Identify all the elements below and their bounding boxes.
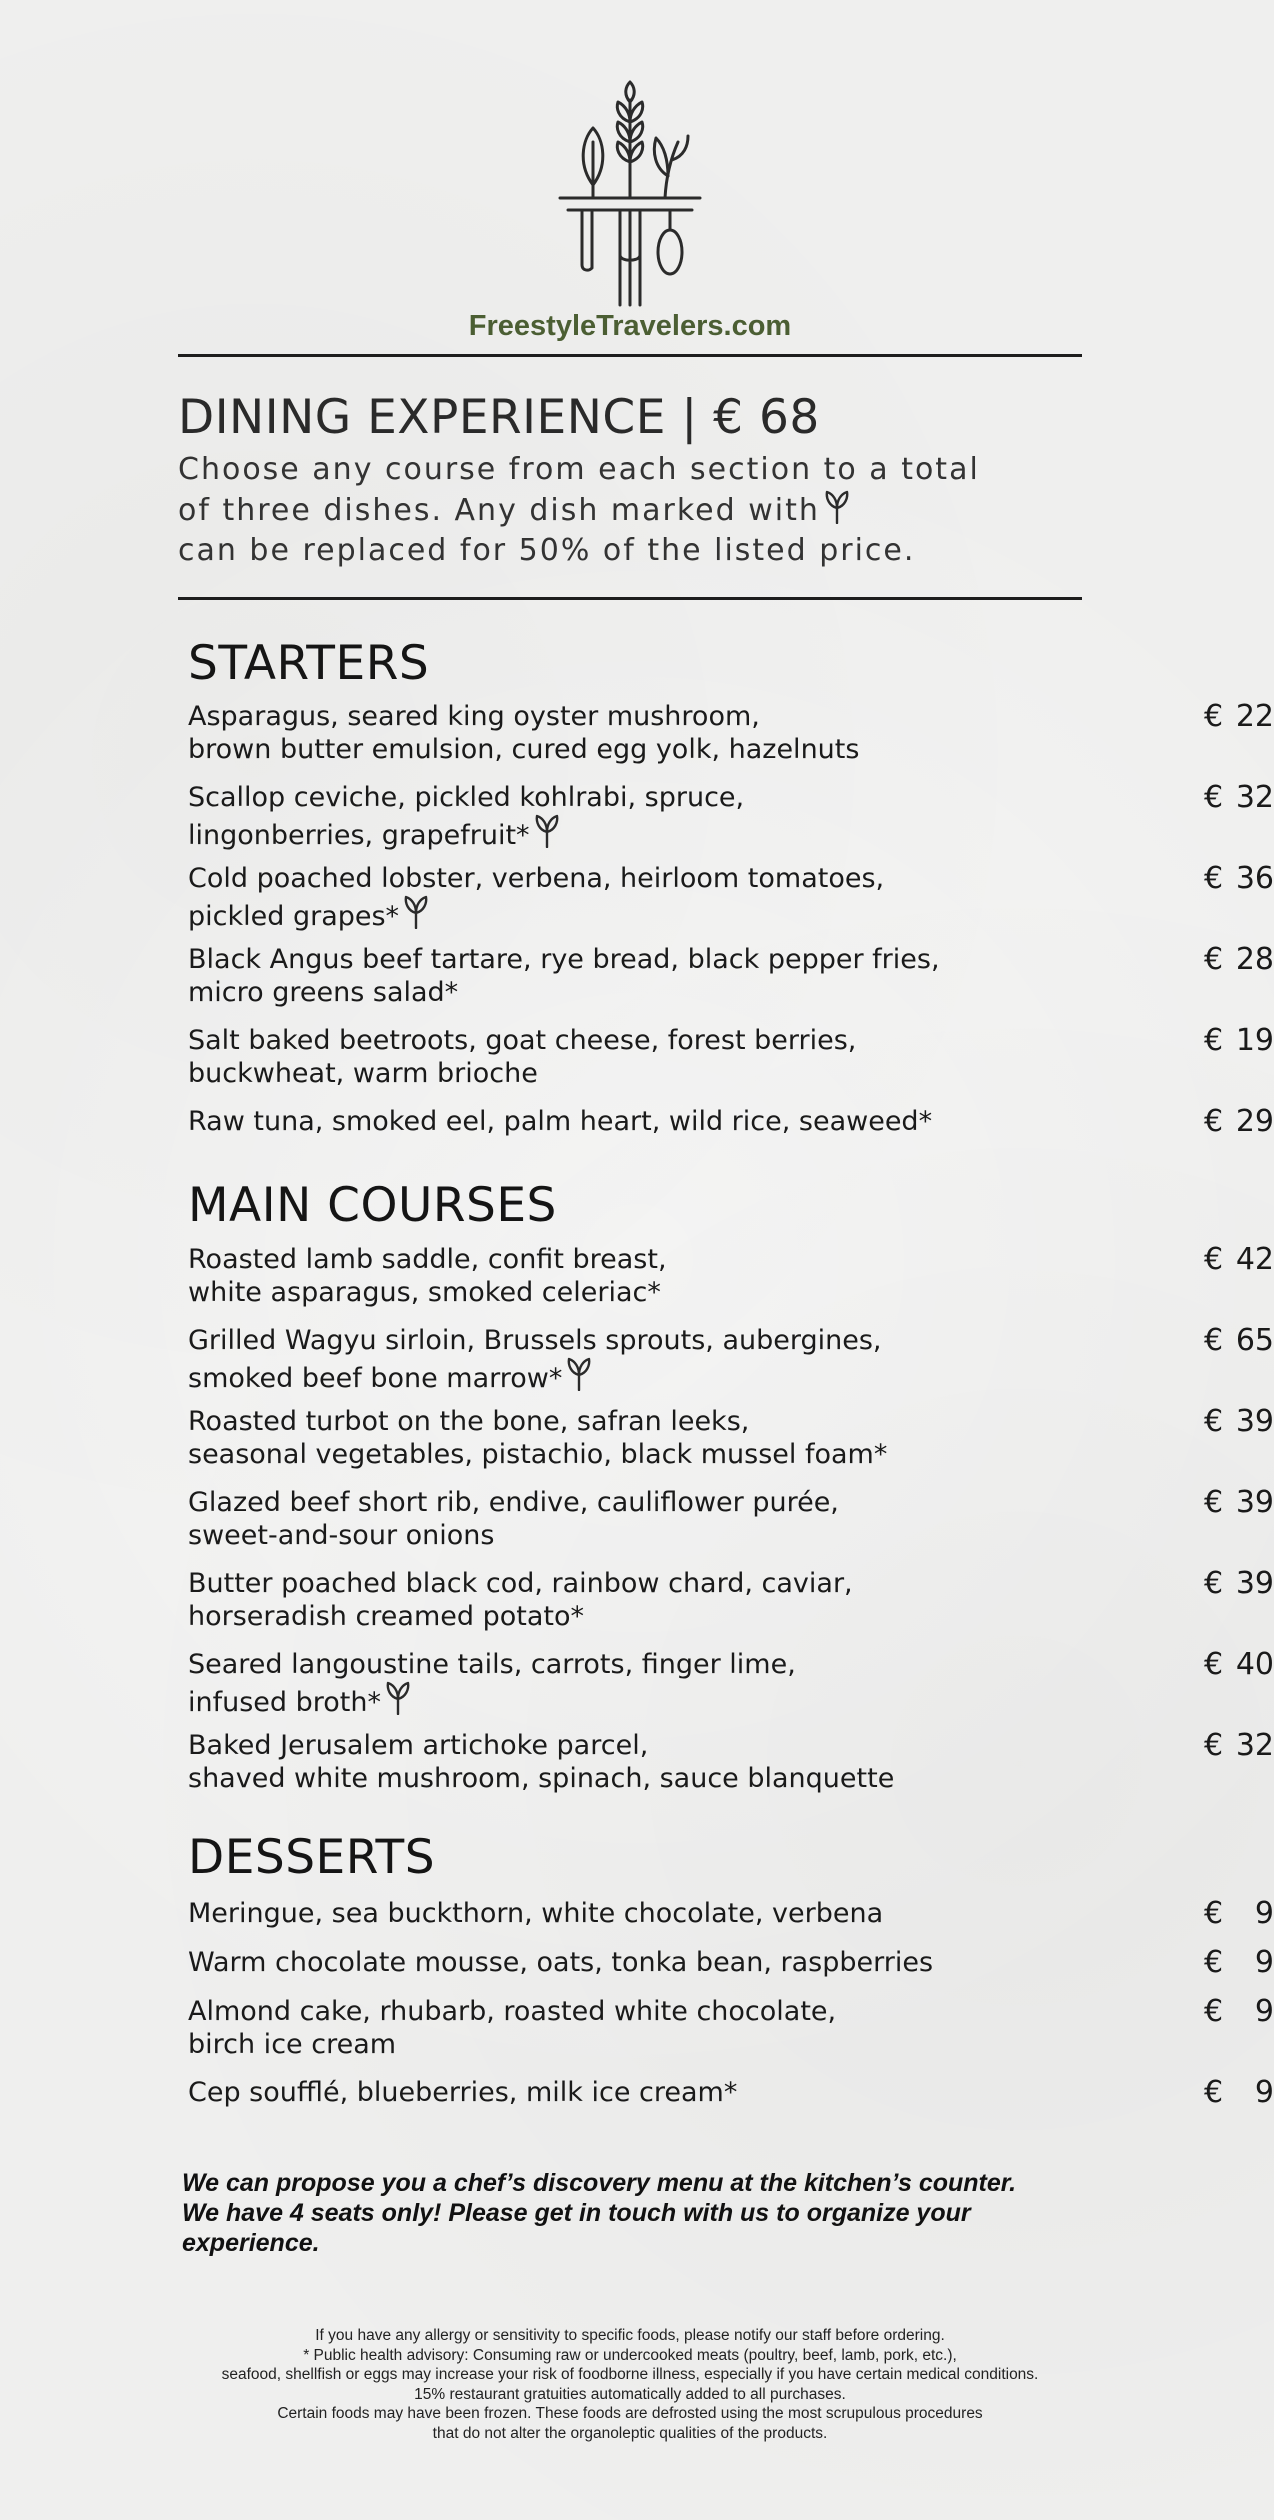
leaf-sprout-icon [824, 490, 850, 524]
menu-item [188, 1945, 1274, 1980]
fine-print-line: seafood, shellfish or eggs may increase your risk of foodborne illness, especially if you have certain medical conditions. [221, 2366, 1039, 2383]
top-divider [178, 354, 1082, 357]
currency-symbol: € [1204, 1945, 1224, 1980]
menu-item-description [188, 1567, 1008, 1633]
currency-symbol: € [1204, 699, 1224, 734]
menu-item-description [188, 1486, 1008, 1552]
menu-item-line: white asparagus, smoked celeriac* [188, 1277, 661, 1308]
price-amount: 22 [1235, 699, 1274, 734]
currency-symbol: € [1204, 1647, 1224, 1682]
site-name: FreestyleTravelers.com [468, 310, 792, 342]
menu-item [188, 1323, 1274, 1395]
menu-item-description [188, 1105, 1008, 1138]
cutlery-herbs-logo [560, 80, 700, 305]
menu-item-line: shaved white mushroom, spinach, sauce blanquette [188, 1763, 895, 1794]
price-amount: 9 [1254, 1896, 1274, 1931]
currency-symbol: € [1204, 1994, 1224, 2029]
menu-item-description [188, 1729, 1008, 1795]
menu-item-line: infused broth* [188, 1681, 1008, 1719]
currency-symbol: € [1204, 1404, 1224, 1439]
menu-item-description [188, 862, 1008, 933]
experience-line-1: Choose any course from each section to a total [178, 452, 980, 487]
currency-symbol: € [1204, 1896, 1224, 1931]
fine-print [0, 2326, 1260, 2443]
price-amount: 9 [1254, 1945, 1274, 1980]
currency-symbol: € [1204, 1323, 1224, 1358]
menu-item-line: horseradish creamed potato* [188, 1601, 584, 1632]
menu-item-line: Cep soufflé, blueberries, milk ice cream* [188, 2077, 738, 2108]
menu-item-description [188, 943, 1008, 1009]
price-amount: 29 [1235, 1104, 1274, 1139]
chef-counter-note [182, 2168, 1082, 2258]
menu-item [188, 861, 1274, 933]
menu-item-line: micro greens salad* [188, 977, 459, 1008]
note-line: experience. [182, 2229, 320, 2257]
menu-item-line: pickled grapes* [188, 895, 1008, 933]
menu-item-line: Cold poached lobster, verbena, heirloom tomatoes, [188, 863, 885, 894]
note-line: We have 4 seats only! Please get in touch with us to organize your [182, 2199, 971, 2227]
menu-item [188, 1896, 1274, 1931]
menu-item-line: Warm chocolate mousse, oats, tonka bean, raspberries [188, 1947, 934, 1978]
menu-item-line: Butter poached black cod, rainbow chard, caviar, [188, 1568, 853, 1599]
menu-item [188, 780, 1274, 852]
leaf-sprout-icon [566, 1357, 592, 1391]
menu-item-line: brown butter emulsion, cured egg yolk, hazelnuts [188, 734, 860, 765]
menu-item-line: Salt baked beetroots, goat cheese, forest berries, [188, 1025, 857, 1056]
menu-item-line: Roasted lamb saddle, confit breast, [188, 1244, 667, 1275]
menu-item-line: Asparagus, seared king oyster mushroom, [188, 701, 760, 732]
leaf-sprout-icon [385, 1681, 411, 1715]
menu-item [188, 1647, 1274, 1719]
menu-item-line: Scallop ceviche, pickled kohlrabi, spruce, [188, 782, 745, 813]
menu-item [188, 1485, 1274, 1552]
menu-item-line: Baked Jerusalem artichoke parcel, [188, 1730, 649, 1761]
fine-print-line: 15% restaurant gratuities automatically added to all purchases. [414, 2385, 846, 2403]
price-amount: 28 [1235, 942, 1274, 977]
menu-item-line: Roasted turbot on the bone, safran leeks, [188, 1406, 750, 1437]
currency-symbol: € [1204, 2075, 1224, 2110]
menu-item [188, 1728, 1274, 1795]
currency-symbol: € [1204, 780, 1224, 815]
menu-item-line: Almond cake, rhubarb, roasted white chocolate, [188, 1996, 837, 2027]
currency-symbol: € [1204, 1566, 1224, 1601]
menu-item-description [188, 700, 1008, 766]
currency-symbol: € [1204, 861, 1224, 896]
menu-item [188, 1566, 1274, 1633]
menu-item-line: Seared langoustine tails, carrots, finger lime, [188, 1649, 796, 1680]
menu-item-description [188, 2076, 1008, 2109]
menu-item-line: seasonal vegetables, pistachio, black mussel foam* [188, 1439, 888, 1470]
menu-item [188, 942, 1274, 1009]
price-amount: 42 [1235, 1242, 1274, 1277]
middle-divider [178, 597, 1082, 600]
currency-symbol: € [1204, 1104, 1224, 1139]
price-amount: 39 [1235, 1485, 1274, 1520]
fine-print-line: that do not alter the organoleptic qualities of the products. [432, 2424, 828, 2442]
currency-symbol: € [1204, 1023, 1224, 1058]
section-title-mains: MAIN COURSES [188, 1178, 557, 1233]
menu-item [188, 1994, 1274, 2061]
menu-item-description [188, 1897, 1008, 1930]
currency-symbol: € [1204, 942, 1224, 977]
menu-item-line: birch ice cream [188, 2029, 397, 2060]
menu-item-line: Glazed beef short rib, endive, cauliflower purée, [188, 1487, 839, 1518]
menu-item [188, 699, 1274, 766]
section-title-starters: STARTERS [188, 636, 430, 691]
price-amount: 36 [1235, 861, 1274, 896]
menu-item-line: Meringue, sea buckthorn, white chocolate, verbena [188, 1898, 884, 1929]
fine-print-line: * Public health advisory: Consuming raw or undercooked meats (poultry, beef, lamb, pork, etc.), [303, 2346, 957, 2364]
menu-item-description [188, 1024, 1008, 1090]
menu-item-line: buckwheat, warm brioche [188, 1058, 538, 1089]
fine-print-line: Certain foods may have been frozen. These foods are defrosted using the most scrupulous procedures [277, 2405, 983, 2422]
menu-item-line: Raw tuna, smoked eel, palm heart, wild rice, seaweed* [188, 1106, 933, 1137]
price-amount: 40 [1235, 1647, 1274, 1682]
menu-item-description [188, 1324, 1008, 1395]
menu-item-description [188, 1946, 1008, 1979]
menu-item [188, 1404, 1274, 1471]
note-line: We can propose you a chef’s discovery menu at the kitchen’s counter. [182, 2169, 1017, 2197]
experience-line-2: of three dishes. Any dish marked with [178, 490, 1078, 531]
currency-symbol: € [1204, 1728, 1224, 1763]
menu-item-description [188, 1648, 1008, 1719]
menu-item-description [188, 1243, 1008, 1309]
menu-item [188, 1242, 1274, 1309]
price-amount: 32 [1235, 1728, 1274, 1763]
leaf-sprout-icon [534, 814, 560, 848]
experience-title: DINING EXPERIENCE | € 68 [178, 390, 820, 445]
leaf-sprout-icon [403, 895, 429, 929]
menu-item [188, 1023, 1274, 1090]
experience-line-3: can be replaced for 50% of the listed price. [178, 533, 916, 568]
price-amount: 9 [1254, 2075, 1274, 2110]
price-amount: 39 [1235, 1404, 1274, 1439]
menu-item-description [188, 781, 1008, 852]
menu-item-description [188, 1995, 1008, 2061]
price-amount: 39 [1235, 1566, 1274, 1601]
price-amount: 9 [1254, 1994, 1274, 2029]
menu-item-line: smoked beef bone marrow* [188, 1357, 1008, 1395]
menu-item-line: lingonberries, grapefruit* [188, 814, 1008, 852]
menu-item-line: Grilled Wagyu sirloin, Brussels sprouts, aubergines, [188, 1325, 882, 1356]
currency-symbol: € [1204, 1242, 1224, 1277]
experience-description [178, 450, 1078, 571]
fine-print-line: If you have any allergy or sensitivity to specific foods, please notify our staff before ordering. [315, 2327, 945, 2344]
section-title-desserts: DESSERTS [188, 1830, 436, 1885]
menu-item-description [188, 1405, 1008, 1471]
price-amount: 65 [1235, 1323, 1274, 1358]
menu-item-line: sweet-and-sour onions [188, 1520, 495, 1551]
menu-item [188, 1104, 1274, 1139]
price-amount: 19 [1235, 1023, 1274, 1058]
menu-item-line: Black Angus beef tartare, rye bread, black pepper fries, [188, 944, 940, 975]
price-amount: 32 [1235, 780, 1274, 815]
menu-item [188, 2075, 1274, 2110]
currency-symbol: € [1204, 1485, 1224, 1520]
